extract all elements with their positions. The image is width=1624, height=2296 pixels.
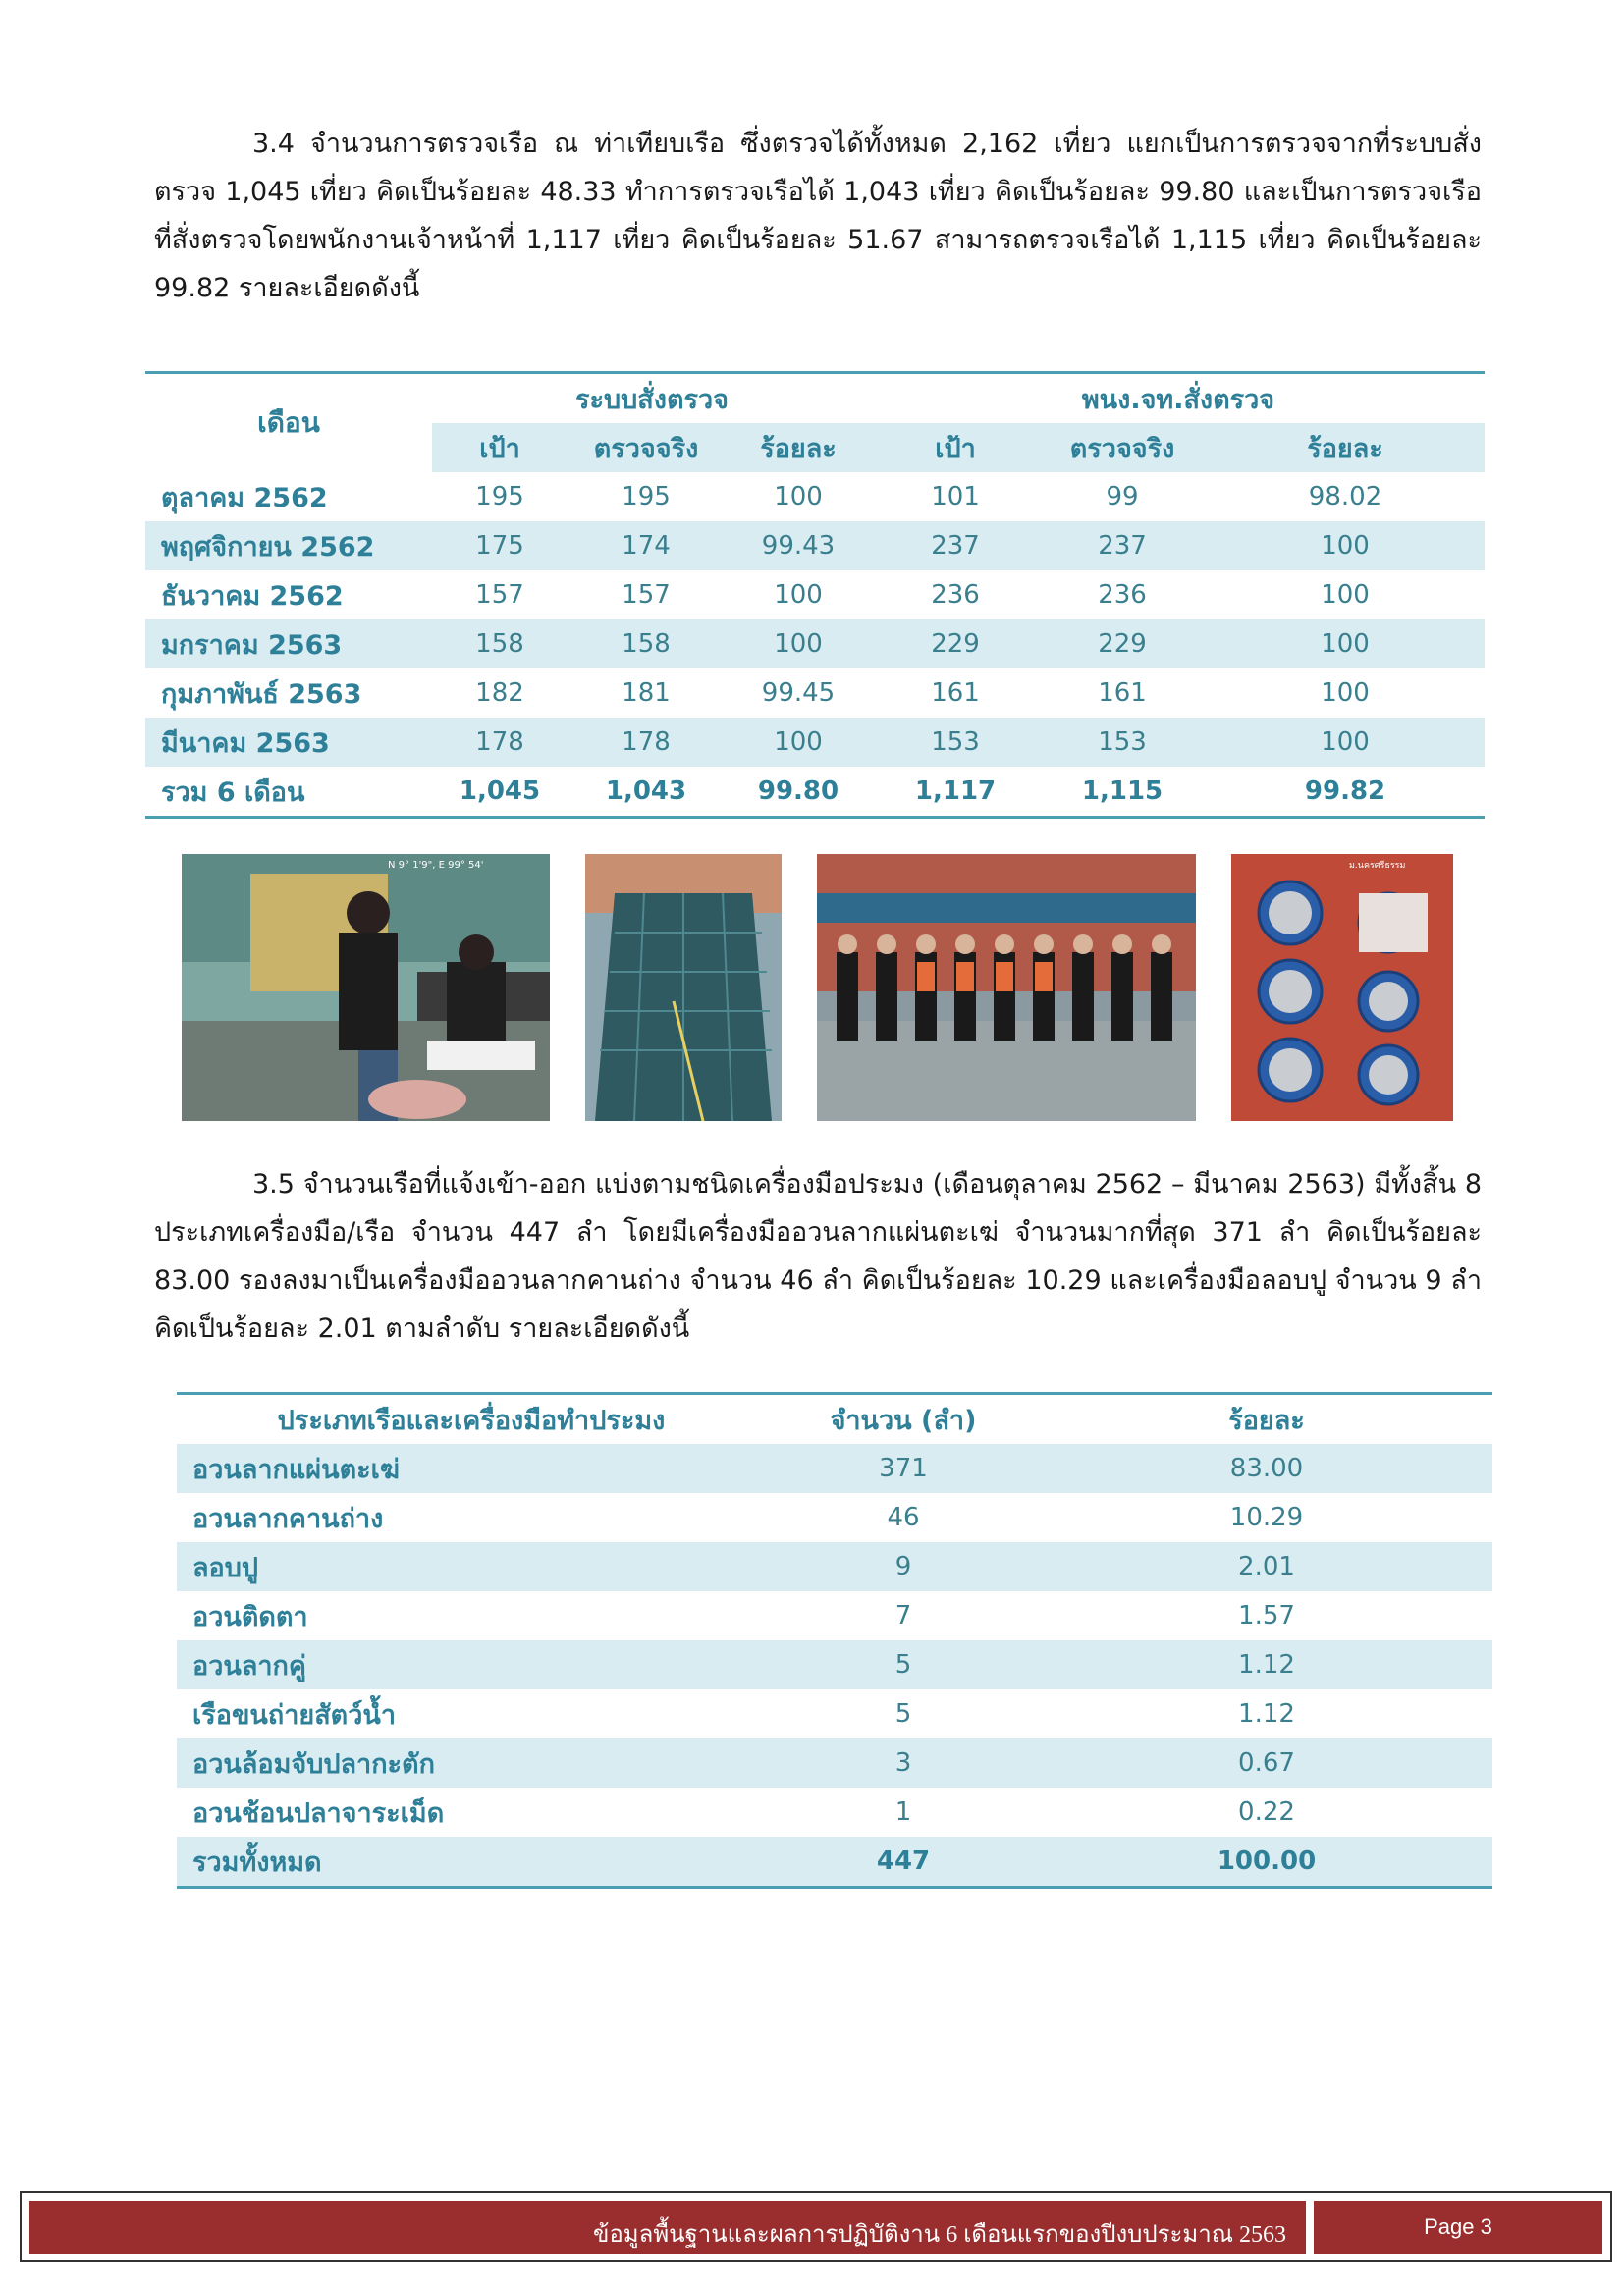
gear-name: อวนลากคู่: [177, 1640, 766, 1689]
gear-percent: 0.22: [1238, 1797, 1295, 1827]
value-cell: 100: [725, 718, 872, 767]
fishing-gear-table: [177, 1392, 1492, 1889]
gear-name: เรือขนถ่ายสัตว์น้ำ: [192, 1699, 396, 1731]
gear-percent: 1.12: [1238, 1699, 1295, 1729]
total-label: รวม 6 เดือน: [161, 776, 305, 808]
subheader: ร้อยละ: [725, 423, 872, 472]
section-3-5-text: 3.5 จำนวนเรือที่แจ้งเข้า-ออก แบ่งตามชนิดเครื่องมือประมง (เดือนตุลาคม 2562 – มีนาคม 2563) มีทั้งสิ้น 8 ประเภทเครื่องมือ/เรือ จำนวน 447 ลำ โดยมีเครื่องมืออวนลากแผ่นตะเฆ่ จำนวนมากที่สุด 371 ลำ คิดเป็นร้อยละ 83.00 รองลงมาเป็นเครื่องมืออวนลากคานถ่าง จำนวน 46 ลำ คิดเป็นร้อยละ 10.29 และเครื่องมือลอบปู จำนวน 9 ลำ คิดเป็นร้อยละ 2.01 ตามลำดับ รายละเอียดดังนี้: [154, 1169, 1482, 1344]
value-cell: 98.02: [1308, 482, 1382, 511]
footer-bar: [29, 2201, 1306, 2254]
table-total-row: [145, 767, 1485, 818]
value-cell: 100: [774, 482, 823, 511]
table-total-row: [177, 1837, 1492, 1888]
photo-gps-stamp: N 9° 1'9", E 99° 54': [388, 860, 484, 871]
value-cell: 157: [475, 580, 524, 610]
value-cell: 236: [931, 580, 980, 610]
gear-type-header: ประเภทเรือและเครื่องมือทำประมง: [277, 1405, 666, 1436]
value-cell: 237: [1039, 521, 1206, 570]
total-cell: 1,045: [459, 776, 541, 806]
table-row: [177, 1591, 1492, 1640]
gear-name: อวนล้อมจับปลากะตัก: [177, 1738, 766, 1788]
value-cell: 237: [872, 521, 1039, 570]
value-cell: 99.43: [725, 521, 872, 570]
value-cell: 178: [568, 718, 725, 767]
value-cell: 99: [1106, 482, 1139, 511]
gear-name: ลอบปู: [177, 1542, 766, 1591]
month-cell: พฤศจิกายน 2562: [145, 521, 432, 570]
gear-percent: 0.67: [1041, 1738, 1492, 1788]
month-cell: กุมภาพันธ์ 2563: [161, 678, 362, 710]
table-row: [145, 668, 1485, 718]
value-cell: 100: [1206, 718, 1485, 767]
gear-count: 5: [766, 1640, 1041, 1689]
table-row: [177, 1640, 1492, 1689]
table-row: [177, 1689, 1492, 1738]
total-cell: 1,117: [914, 776, 997, 806]
group-header-officer: พนง.จท.สั่งตรวจ: [1081, 384, 1275, 415]
photo-officers-group: [817, 854, 1196, 1121]
gear-count: 46: [887, 1503, 920, 1532]
section-3-4-paragraph: [154, 120, 1482, 312]
gear-count: 3: [766, 1738, 1041, 1788]
total-cell: 99.80: [757, 776, 839, 806]
value-cell: 181: [622, 678, 671, 708]
gear-name: อวนลากคานถ่าง: [192, 1503, 384, 1534]
photo-catch-baskets: [1231, 854, 1453, 1121]
value-cell: 100: [1206, 619, 1485, 668]
value-cell: 174: [568, 521, 725, 570]
percent-header: ร้อยละ: [1228, 1405, 1305, 1436]
month-header: เดือน: [257, 406, 320, 439]
photo-location-stamp: ม.นครศรีธรรม: [1349, 861, 1406, 871]
table-row: [145, 718, 1485, 767]
photo-inspection-documents: [182, 854, 550, 1121]
subheader: เป้า: [872, 423, 1039, 472]
total-cell: 99.82: [1304, 776, 1386, 806]
gear-count: 371: [766, 1444, 1041, 1493]
value-cell: 100: [725, 619, 872, 668]
value-cell: 236: [1098, 580, 1147, 610]
month-cell: ตุลาคม 2562: [161, 482, 328, 513]
value-cell: 195: [475, 482, 524, 511]
gear-count: 1: [894, 1797, 912, 1827]
gear-percent: 1.12: [1041, 1640, 1492, 1689]
gear-name: อวนลากแผ่นตะเฆ่: [177, 1444, 766, 1493]
value-cell: 161: [931, 678, 980, 708]
value-cell: 161: [1098, 678, 1147, 708]
value-cell: 99.45: [761, 678, 836, 708]
table-row: [177, 1493, 1492, 1542]
value-cell: 100: [1206, 521, 1485, 570]
table-row: [177, 1542, 1492, 1591]
value-cell: 100: [1321, 580, 1370, 610]
value-cell: 178: [432, 718, 568, 767]
gear-percent: 2.01: [1041, 1542, 1492, 1591]
total-cell: 1,043: [605, 776, 687, 806]
gear-name: อวนช้อนปลาจาระเม็ด: [192, 1797, 445, 1829]
value-cell: 158: [432, 619, 568, 668]
table-row: [145, 472, 1485, 521]
subheader: ตรวจจริง: [1039, 423, 1206, 472]
month-cell: ธันวาคม 2562: [161, 580, 344, 612]
value-cell: 153: [1039, 718, 1206, 767]
table-row: [145, 570, 1485, 619]
photo-fishing-net: [585, 854, 782, 1121]
value-cell: 175: [432, 521, 568, 570]
count-header: จำนวน (ลำ): [830, 1405, 977, 1436]
table-row: [145, 521, 1485, 570]
total-count: 447: [766, 1837, 1041, 1888]
subheader: เป้า: [432, 423, 568, 472]
gear-count: 9: [766, 1542, 1041, 1591]
value-cell: 182: [475, 678, 524, 708]
page-number: Page 3: [1424, 2215, 1492, 2239]
gear-name: อวนติดตา: [192, 1601, 308, 1632]
value-cell: 229: [1039, 619, 1206, 668]
subheader: ตรวจจริง: [568, 423, 725, 472]
footer-page-box: [1314, 2201, 1602, 2254]
gear-percent: 83.00: [1041, 1444, 1492, 1493]
section-3-5-paragraph: [154, 1160, 1482, 1353]
value-cell: 158: [568, 619, 725, 668]
table-row: [145, 619, 1485, 668]
value-cell: 101: [931, 482, 980, 511]
value-cell: 157: [622, 580, 671, 610]
table-row: [177, 1738, 1492, 1788]
table-row: [177, 1788, 1492, 1837]
value-cell: 100: [774, 580, 823, 610]
month-cell: มกราคม 2563: [145, 619, 432, 668]
gear-count: 5: [894, 1699, 912, 1729]
value-cell: 100: [1321, 678, 1370, 708]
section-3-4-text: 3.4 จำนวนการตรวจเรือ ณ ท่าเทียบเรือ ซึ่งตรวจได้ทั้งหมด 2,162 เที่ยว แยกเป็นการตรวจจากที่ระบบสั่งตรวจ 1,045 เที่ยว คิดเป็นร้อยละ 48.33 ทำการตรวจเรือได้ 1,043 เที่ยว คิดเป็นร้อยละ 99.80 และเป็นการตรวจเรือที่สั่งตรวจโดยพนักงานเจ้าหน้าที่ 1,117 เที่ยว คิดเป็นร้อยละ 51.67 สามารถตรวจเรือได้ 1,115 เที่ยว คิดเป็นร้อยละ 99.82 รายละเอียดดังนี้: [154, 129, 1482, 303]
gear-percent: 1.57: [1238, 1601, 1295, 1630]
footer-title: ข้อมูลพื้นฐานและผลการปฏิบัติงาน 6 เดือนแรกของปีงบประมาณ 2563: [592, 2222, 1286, 2248]
value-cell: 229: [872, 619, 1039, 668]
value-cell: 195: [622, 482, 671, 511]
total-label: รวมทั้งหมด: [177, 1837, 766, 1888]
gear-percent: 10.29: [1229, 1503, 1304, 1532]
value-cell: 153: [872, 718, 1039, 767]
table-row: [177, 1444, 1492, 1493]
total-cell: 1,115: [1081, 776, 1164, 806]
gear-count: 7: [894, 1601, 912, 1630]
inspection-table: [145, 371, 1485, 819]
month-cell: มีนาคม 2563: [145, 718, 432, 767]
subheader: ร้อยละ: [1206, 423, 1485, 472]
total-percent: 100.00: [1041, 1837, 1492, 1888]
group-header-system: ระบบสั่งตรวจ: [575, 384, 729, 415]
